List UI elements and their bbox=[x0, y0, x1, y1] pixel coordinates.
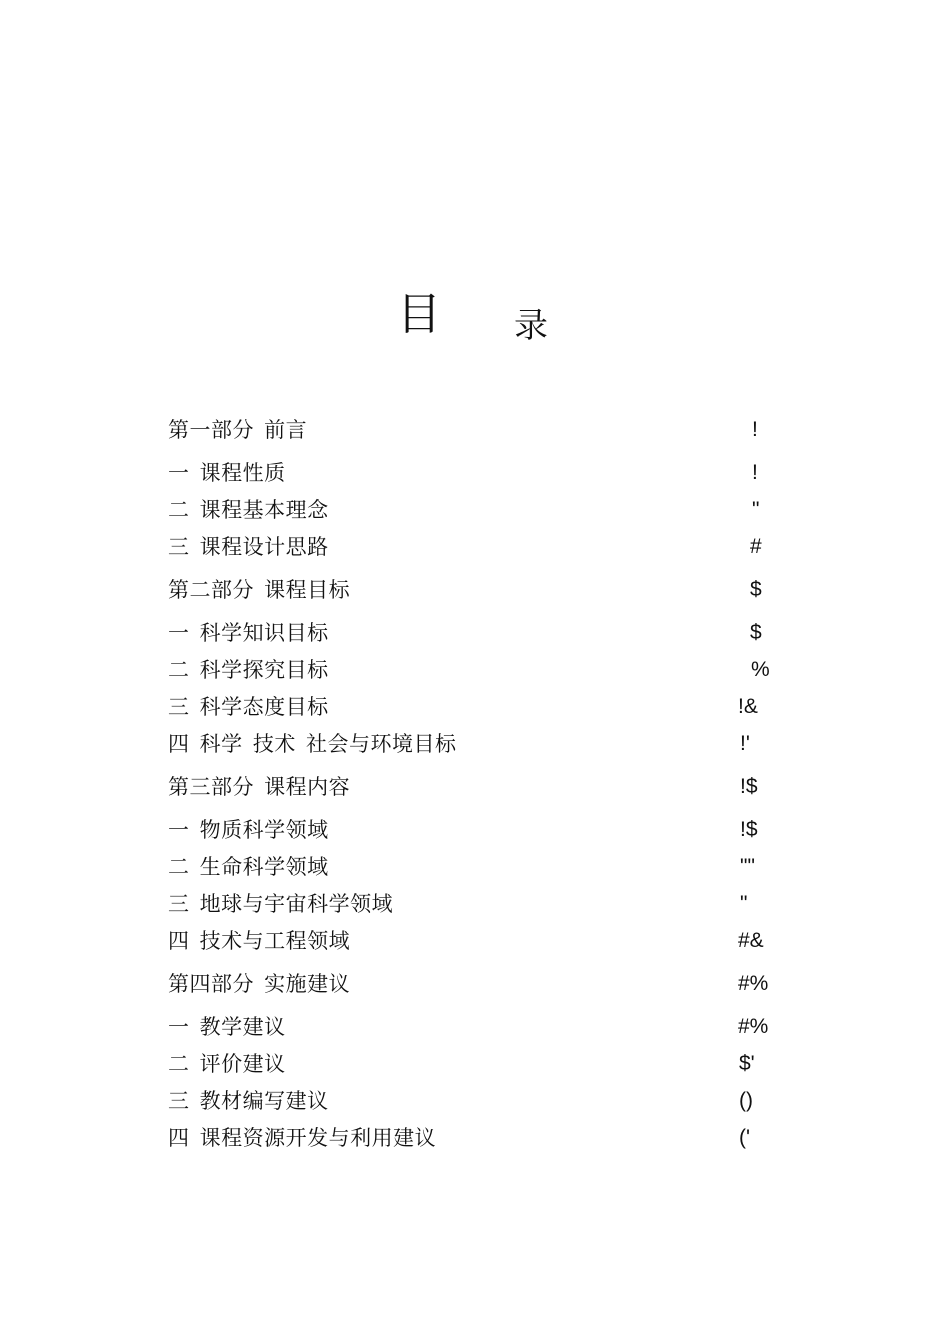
toc-row[interactable] bbox=[168, 415, 788, 445]
toc-label: 一 教学建议 bbox=[168, 1015, 286, 1039]
toc-row[interactable] bbox=[168, 692, 788, 722]
toc-page-number: ! bbox=[752, 461, 758, 484]
toc-page-number: # bbox=[750, 535, 762, 558]
toc-page-number: () bbox=[739, 1089, 753, 1112]
toc-row[interactable] bbox=[168, 532, 788, 562]
toc-page-number: !' bbox=[740, 732, 750, 755]
toc-page-number: "" bbox=[740, 855, 755, 878]
toc-label: 四 技术与工程领域 bbox=[168, 929, 351, 953]
toc-page-number: $ bbox=[750, 578, 762, 601]
toc-row[interactable] bbox=[168, 1123, 788, 1153]
toc-row[interactable] bbox=[168, 1086, 788, 1116]
toc-page-number: !& bbox=[738, 695, 758, 718]
toc-page-number: #% bbox=[738, 972, 769, 995]
toc-label: 二 生命科学领域 bbox=[168, 855, 329, 879]
toc-row[interactable] bbox=[168, 1012, 788, 1042]
toc-row[interactable] bbox=[168, 618, 788, 648]
toc-label: 三 教材编写建议 bbox=[168, 1089, 329, 1113]
page-title-char-1: 目 bbox=[397, 289, 441, 340]
toc-label: 四 课程资源开发与利用建议 bbox=[168, 1126, 437, 1150]
toc-row[interactable] bbox=[168, 729, 788, 759]
toc-label: 三 地球与宇宙科学领域 bbox=[168, 892, 394, 916]
toc-row[interactable] bbox=[168, 772, 788, 802]
toc-label: 第三部分 课程内容 bbox=[168, 775, 351, 799]
toc-page-number: !$ bbox=[740, 775, 758, 798]
toc-row[interactable] bbox=[168, 926, 788, 956]
toc-page-number: ! bbox=[752, 418, 758, 441]
toc-row[interactable] bbox=[168, 1049, 788, 1079]
toc-label: 三 课程设计思路 bbox=[168, 535, 329, 559]
toc-label: 二 科学探究目标 bbox=[168, 658, 329, 682]
toc-row[interactable] bbox=[168, 655, 788, 685]
toc-row[interactable] bbox=[168, 575, 788, 605]
toc-row[interactable] bbox=[168, 815, 788, 845]
toc-label: 四 科学 技术 社会与环境目标 bbox=[168, 732, 457, 756]
toc-row[interactable] bbox=[168, 969, 788, 999]
page-title-char-2: 录 bbox=[514, 306, 548, 346]
toc-page-number: #% bbox=[738, 1015, 769, 1038]
toc-row[interactable] bbox=[168, 852, 788, 882]
toc-page-number: $' bbox=[739, 1052, 755, 1075]
toc-label: 二 评价建议 bbox=[168, 1052, 286, 1076]
toc-row[interactable] bbox=[168, 458, 788, 488]
toc-page-number: " bbox=[740, 892, 748, 915]
toc-label: 一 科学知识目标 bbox=[168, 621, 329, 645]
toc-label: 二 课程基本理念 bbox=[168, 498, 329, 522]
toc-page-number: % bbox=[751, 658, 770, 681]
toc-label: 第四部分 实施建议 bbox=[168, 972, 351, 996]
toc-page-number: !$ bbox=[740, 818, 758, 841]
toc-label: 第一部分 前言 bbox=[168, 418, 308, 442]
toc-label: 一 课程性质 bbox=[168, 461, 286, 485]
toc-row[interactable] bbox=[168, 495, 788, 525]
toc-row[interactable] bbox=[168, 889, 788, 919]
toc-page-number: $ bbox=[750, 621, 762, 644]
toc-label: 三 科学态度目标 bbox=[168, 695, 329, 719]
toc-label: 一 物质科学领域 bbox=[168, 818, 329, 842]
toc-label: 第二部分 课程目标 bbox=[168, 578, 351, 602]
toc-page-number: #& bbox=[738, 929, 764, 952]
toc-page-number: " bbox=[752, 498, 760, 521]
toc-page-number: (' bbox=[739, 1126, 751, 1149]
